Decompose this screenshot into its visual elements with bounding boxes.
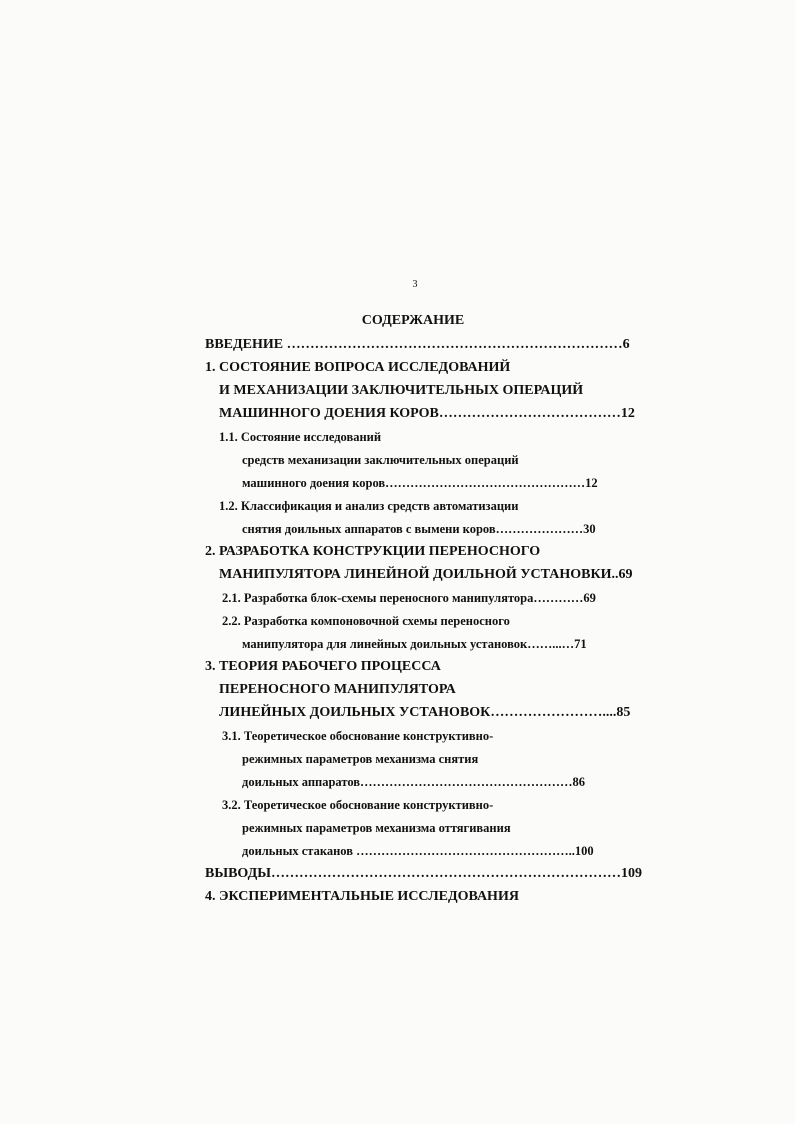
- toc-entry-section-2-1: 2.1. Разработка блок-схемы переносного манипулятора…………69: [222, 591, 596, 605]
- toc-entry-section-3-2-line-3: доильных стаканов ……………………………………………..100: [242, 844, 594, 858]
- toc-entry-chapter-4: 4. ЭКСПЕРИМЕНТАЛЬНЫЕ ИССЛЕДОВАНИЯ: [205, 889, 519, 904]
- toc-entry-chapter-3: 3. ТЕОРИЯ РАБОЧЕГО ПРОЦЕССА: [205, 659, 441, 674]
- toc-entry-section-1-2-line-2: снятия доильных аппаратов с вымени коров…………………30: [242, 522, 596, 536]
- toc-entry-section-2-2: 2.2. Разработка компоновочной схемы переносного: [222, 614, 510, 628]
- toc-entry-conclusions: ВЫВОДЫ…………………………………………………………………109: [205, 866, 642, 881]
- toc-entry-section-2-2-line-2: манипулятора для линейных доильных установок……...…71: [242, 637, 587, 651]
- toc-entry-chapter-1-line-3: МАШИННОГО ДОЕНИЯ КОРОВ…………………………………12: [219, 406, 635, 421]
- toc-entry-section-1-2: 1.2. Классификация и анализ средств автоматизации: [219, 499, 519, 513]
- toc-title: СОДЕРЖАНИЕ: [361, 313, 465, 328]
- toc-entry-section-3-1-line-3: доильных аппаратов……………………………………………86: [242, 775, 586, 789]
- toc-entry-introduction: ВВЕДЕНИЕ ………………………………………………………………6: [205, 337, 630, 352]
- toc-entry-chapter-2-line-2: МАНИПУЛЯТОРА ЛИНЕЙНОЙ ДОИЛЬНОЙ УСТАНОВКИ..69: [219, 567, 633, 582]
- toc-entry-chapter-1: 1. СОСТОЯНИЕ ВОПРОСА ИССЛЕДОВАНИЙ: [205, 360, 511, 375]
- toc-entry-section-3-2: 3.2. Теоретическое обоснование конструктивно-: [222, 798, 494, 812]
- toc-entry-section-1-1-line-2: средств механизации заключительных операций: [242, 453, 519, 467]
- toc-entry-section-1-1-line-3: машинного доения коров…………………………………………12: [242, 476, 598, 490]
- page-number: 3: [412, 279, 418, 290]
- toc-entry-chapter-3-line-2: ПЕРЕНОСНОГО МАНИПУЛЯТОРА: [219, 682, 456, 697]
- toc-entry-chapter-3-line-3: ЛИНЕЙНЫХ ДОИЛЬНЫХ УСТАНОВОК……………………....85: [219, 705, 631, 720]
- toc-entry-section-3-1-line-2: режимных параметров механизма снятия: [242, 752, 479, 766]
- toc-entry-section-1-1: 1.1. Состояние исследований: [219, 430, 382, 444]
- toc-entry-section-3-1: 3.1. Теоретическое обоснование конструктивно-: [222, 729, 494, 743]
- toc-entry-section-3-2-line-2: режимных параметров механизма оттягивания: [242, 821, 511, 835]
- toc-entry-chapter-1-line-2: И МЕХАНИЗАЦИИ ЗАКЛЮЧИТЕЛЬНЫХ ОПЕРАЦИЙ: [219, 383, 584, 398]
- toc-entry-chapter-2: 2. РАЗРАБОТКА КОНСТРУКЦИИ ПЕРЕНОСНОГО: [205, 544, 541, 559]
